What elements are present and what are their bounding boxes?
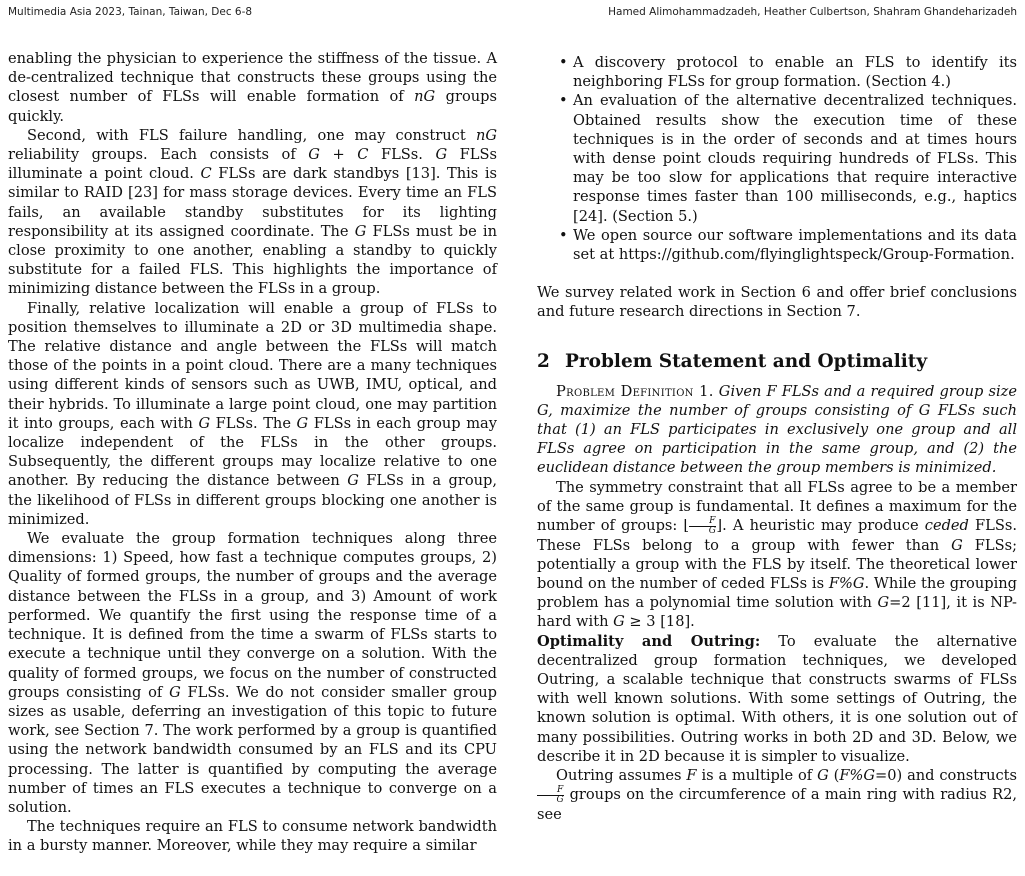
conference-header: Multimedia Asia 2023, Tainan, Taiwan, Dec 6-8 xyxy=(8,6,253,18)
contribution-list xyxy=(537,53,1017,264)
paragraph: enabling the physician to experience the stiffness of the tissue. A de-centralized technique that constructs these groups using the closest number of FLSs will enable formation of nG groups quickly. xyxy=(8,50,497,125)
authors-header: Hamed Alimohammadzadeh, Heather Culbertson, Shahram Ghandeharizadeh xyxy=(608,6,1017,18)
paragraph-label: Optimality and Outring: xyxy=(537,632,761,650)
definition-label: Problem Definition 1. xyxy=(556,382,714,400)
section-heading xyxy=(537,350,1017,374)
paragraph: We evaluate the group formation techniques along three dimensions: 1) Speed, how fast a technique computes groups, 2) Quality of formed groups, the number of groups and the average distance between the FLSs in a group, and 3) Amount of work performed. We quantify the first using the response time of a technique. It is defined from the time a swarm of FLSs starts to execute a technique until they converge on a solution. With the quality of formed groups, we focus on the number of constructed groups consisting of G FLSs. We do not consider smaller group sizes as usable, deferring an investigation of this topic to future work, see Section 7. The work performed by a group is quantified using the network bandwidth consumed by an FLS and its CPU processing. The latter is quantified by computing the average number of times an FLS executes a technique to converge on a solution. xyxy=(8,530,497,816)
list-item: • We open source our software implementations and its data set at https://github.com/flyinglightspeck/Group-Formation. xyxy=(537,226,1017,264)
section-number: 2 xyxy=(537,350,550,372)
problem-definition xyxy=(537,382,1017,478)
section-title: Problem Statement and Optimality xyxy=(565,350,928,372)
list-item: • A discovery protocol to enable an FLS to identify its neighboring FLSs for group formation. (Section 4.) xyxy=(537,53,1017,91)
paragraph: Finally, relative localization will enable a group of FLSs to position themselves to illuminate a 2D or 3D multimedia shape. The relative distance and angle between the FLSs will match those of the points in a point cloud. There are a many techniques using different kinds of sensors such as UWB, IMU, optical, and their hybrids. To illuminate a large point cloud, one may partition it into groups, each with G FLSs. The G FLSs in each group may localize independent of the FLSs in the other groups. Subsequently, the different groups may localize relative to one another. By reducing the distance between G FLSs in a group, the likelihood of FLSs in different groups blocking one another is minimized. xyxy=(8,299,497,528)
paragraph: We survey related work in Section 6 and offer brief conclusions and future research directions in Section 7. xyxy=(537,284,1017,321)
running-header xyxy=(8,2,1017,22)
paragraph: Second, with FLS failure handling, one may construct nG reliability groups. Each consists of G + C FLSs. G FLSs illuminate a point cloud. C FLSs are dark standbys [13]. This is similar to RAID [23] for mass storage devices. Every time an FLS fails, an available standby substitutes for its lighting responsibility at its assigned coordinate. The G FLSs must be in close proximity to one another, enabling a standby to quickly substitute for a failed FLS. This highlights the importance of minimizing distance between the FLSs in a group. xyxy=(8,126,497,298)
paragraph: The techniques require an FLS to consume network bandwidth in a bursty manner. Moreover, while they may require a similar xyxy=(8,818,497,855)
paragraph: Optimality and Outring: To evaluate the alternative decentralized group formation techniques, we developed Outring, a scalable technique that constructs swarms of FLSs with well known solutions. With some settings of Outring, the known solution is optimal. With others, it is one solution out of many possibilities. Outring works in both 2D and 3D. Below, we describe it in 2D because it is simpler to visualize. xyxy=(537,632,1018,765)
fraction: $\frac{F}{G}$ xyxy=(537,786,564,805)
definition-text: Given F FLSs and a required group size G, maximize the number of groups consisting of G FLSs such that (1) an FLS participates in exclusively one group and all FLSs agree on participation in the same group, and (2) the euclidean distance between the group members is minimized. xyxy=(537,382,1017,477)
left-column xyxy=(8,49,497,856)
fraction: $\frac{F}{G}$ xyxy=(689,517,716,536)
paragraph: The symmetry constraint that all FLSs agree to be a member of the same group is fundamental. It defines a maximum for the number of groups: ⌊ $\frac{F}{G}$ ⌋. A heuristic may produce ceded FLSs. These FLSs belong to a group with fewer than G FLSs; potentially a group with the FLS by itself. The theoretical lower bound on the number of ceded FLSs is F%G. While the grouping problem has a polynomial time solution with G=2 [11], it is NP-hard with G ≥ 3 [18]. xyxy=(537,478,1017,631)
right-column xyxy=(537,53,1017,824)
list-item: • An evaluation of the alternative decentralized techniques. Obtained results show the execution time of these techniques is in the order of seconds and at times hours with dense point clouds requiring hundreds of FLSs. This may be too slow for applications that require interactive response times faster than 100 milliseconds, e.g., haptics [24]. (Section 5.) xyxy=(537,91,1017,225)
paragraph: Outring assumes F is a multiple of G (F%G=0) and constructs $\frac{F}{G}$ groups on the circumference of a main ring with radius R2, see xyxy=(537,767,1018,823)
